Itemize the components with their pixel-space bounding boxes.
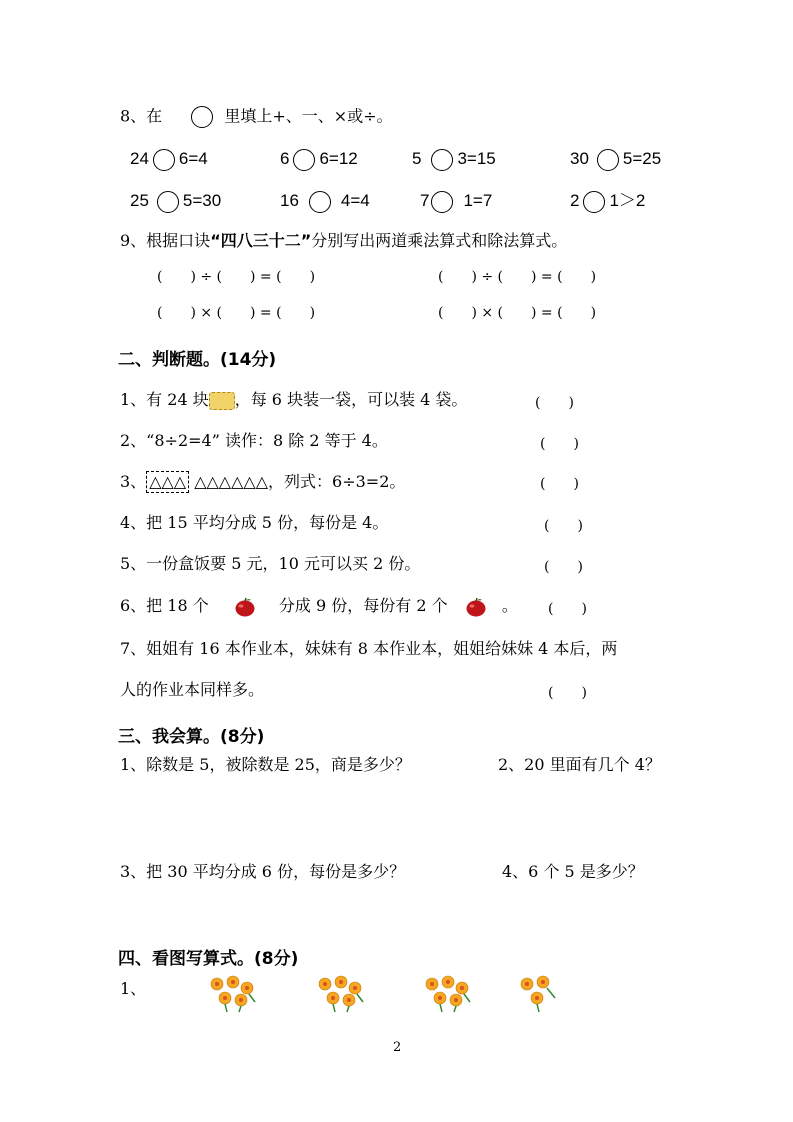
flower-group-2-icon (313, 972, 369, 1014)
answer-circle[interactable] (431, 191, 453, 213)
q8-eq-2: 6 6=12 (280, 148, 358, 171)
q9-key-rhyme: “四八三十二” (210, 231, 312, 250)
judge-item-4: 4、把 15 平均分成 5 份，每份是 4。 (120, 513, 389, 532)
answer-circle[interactable] (293, 149, 315, 171)
judge-answer-2[interactable]: ( ) (540, 436, 579, 452)
flower-group-3-icon (420, 972, 476, 1014)
judge-item-5: 5、一份盒饭要 5 元，10 元可以买 2 份。 (120, 554, 421, 573)
answer-circle[interactable] (157, 191, 179, 213)
judge-item-1: 1、有 24 块 ，每 6 块装一袋，可以装 4 袋。 (120, 390, 468, 409)
judge-item-7-line2: 人的作业本同样多。 (120, 680, 265, 699)
q8-eq-5: 25 5=30 (130, 190, 221, 213)
q8-prefix: 8、在 (120, 106, 163, 126)
q9-div-blank-1[interactable]: ( ) ÷ ( ) = ( ) (157, 269, 316, 285)
candy-icon (209, 392, 235, 410)
flower-group-4-icon (515, 972, 563, 1014)
apple-icon (465, 597, 487, 617)
q9-instruction: 9、根据口诀“四八三十二”分别写出两道乘法算式和除法算式。 (120, 231, 568, 250)
q8-eq-7: 7 1=7 (420, 190, 492, 213)
apple-icon (234, 597, 256, 617)
section-3-title: 三、我会算。(8分) (118, 727, 265, 747)
judge-answer-4[interactable]: ( ) (544, 518, 583, 534)
q8-eq-1: 24 6=4 (130, 148, 208, 171)
q9-mul-blank-1[interactable]: ( ) × ( ) = ( ) (157, 305, 316, 321)
judge-answer-1[interactable]: ( ) (535, 395, 574, 411)
answer-circle[interactable] (309, 191, 331, 213)
calc-question-3: 3、把 30 平均分成 6 份，每份是多少？ (120, 862, 406, 881)
answer-circle[interactable] (153, 149, 175, 171)
section-4-title: 四、看图写算式。(8分) (118, 949, 299, 969)
blank-circle-icon (191, 106, 213, 128)
judge-answer-6[interactable]: ( ) (548, 601, 587, 617)
page-number: 2 (393, 1040, 402, 1055)
judge-item-7-line1: 7、姐姐有 16 本作业本，妹妹有 8 本作业本，姐姐给妹妹 4 本后，两 (120, 639, 618, 658)
answer-circle[interactable] (597, 149, 619, 171)
answer-circle[interactable] (583, 191, 605, 213)
q9-mul-blank-2[interactable]: ( ) × ( ) = ( ) (438, 305, 597, 321)
judge-answer-3[interactable]: ( ) (540, 476, 579, 492)
section-2-title: 二、判断题。(14分) (118, 350, 277, 370)
calc-question-1: 1、除数是 5，被除数是 25，商是多少？ (120, 755, 411, 774)
boxed-triangles: △△△ (146, 471, 189, 493)
q9-div-blank-2[interactable]: ( ) ÷ ( ) = ( ) (438, 269, 597, 285)
calc-question-4: 4、6 个 5 是多少？ (502, 862, 644, 881)
judge-item-2: 2、“8÷2=4” 读作：8 除 2 等于 4。 (120, 431, 388, 450)
judge-answer-7[interactable]: ( ) (548, 685, 587, 701)
q8-eq-6: 16 4=4 (280, 190, 370, 213)
q8-eq-8: 2 1＞2 (570, 190, 645, 213)
judge-item-3: 3、 △△△ △△△△△△，列式：6÷3=2。 (120, 472, 406, 491)
judge-answer-5[interactable]: ( ) (544, 559, 583, 575)
calc-question-2: 2、20 里面有几个 4？ (498, 755, 661, 774)
q8-suffix: 里填上+、一、×或÷。 (224, 106, 393, 126)
q8-eq-3: 5 3=15 (412, 148, 496, 171)
picture-question-1: 1、 (120, 979, 147, 998)
q8-instruction (120, 106, 393, 128)
flower-group-1-icon (205, 972, 261, 1014)
answer-circle[interactable] (431, 149, 453, 171)
judge-item-6: 6、把 18 个 分成 9 份，每份有 2 个 。 (120, 596, 518, 615)
q8-eq-4: 30 5=25 (570, 148, 661, 171)
